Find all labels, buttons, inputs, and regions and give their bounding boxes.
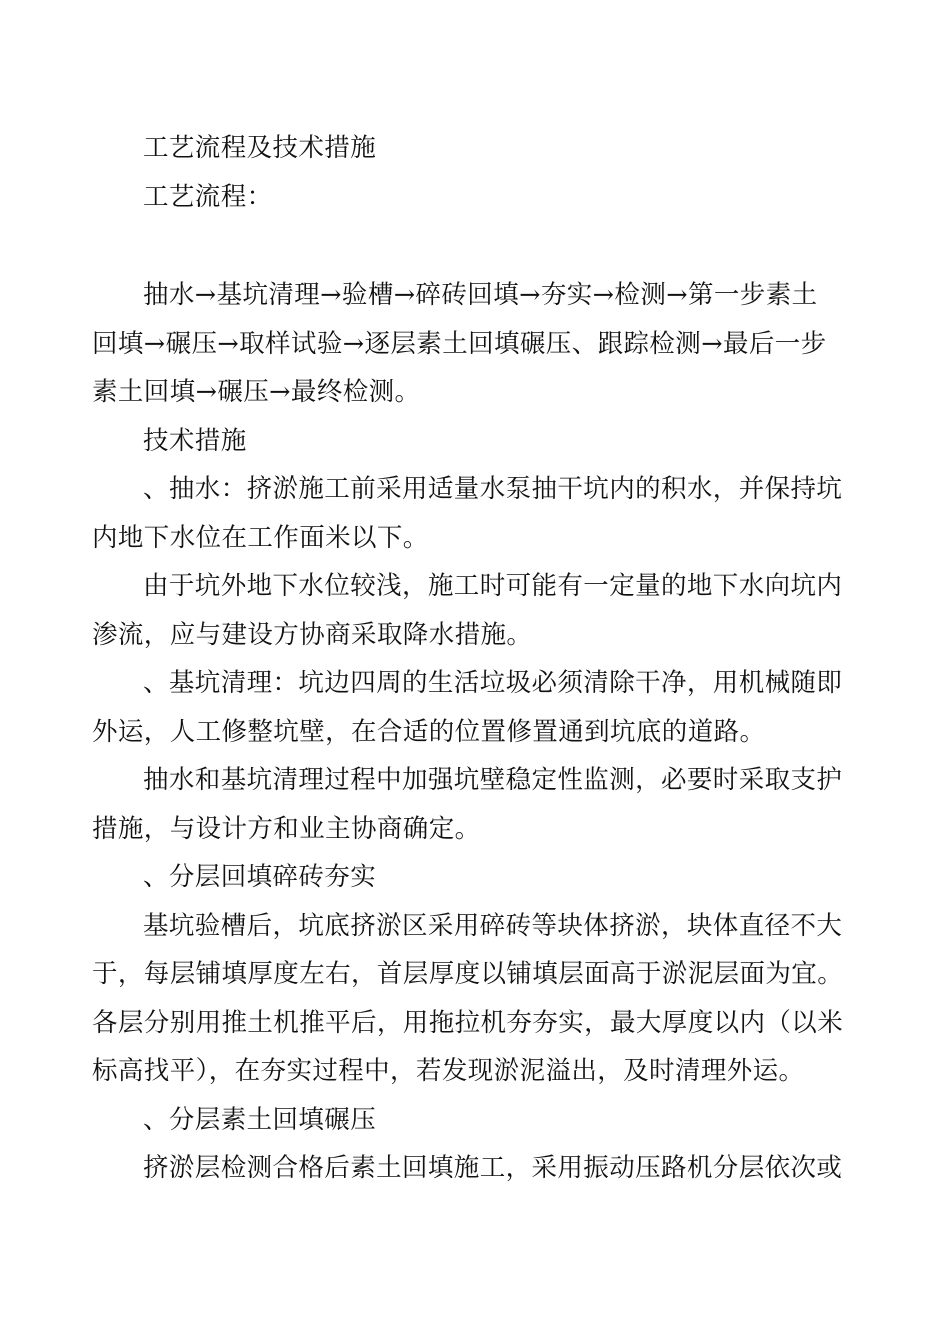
paragraph-line: 措施，与设计方和业主协商确定。 <box>92 813 481 844</box>
document-body <box>92 124 852 1193</box>
subheading-brick-backfill <box>92 853 852 902</box>
paragraph-line: 渗流，应与建设方协商采取降水措施。 <box>92 619 533 650</box>
flow-line: 回填→碾压→取样试验→逐层素土回填碾压、跟踪检测→最后一步 <box>92 328 827 359</box>
paragraph-line: 、分层回填碎砖夯实 <box>143 862 377 892</box>
paragraph-line: 各层分别用推土机推平后，用拖拉机夯夯实，最大厚度以内（以米 <box>92 1007 844 1038</box>
paragraph-groundwater <box>92 562 852 659</box>
paragraph-line: 外运，人工修整坑壁，在合适的位置修置通到坑底的道路。 <box>92 716 766 747</box>
paragraph-line: 基坑验槽后，坑底挤淤区采用碎砖等块体挤淤，块体直径不大 <box>143 910 843 941</box>
paragraph-line: 、基坑清理：坑边四周的生活垃圾必须清除干净，用机械随即 <box>143 668 843 698</box>
blank-space <box>92 221 852 271</box>
paragraph-line: 抽水和基坑清理过程中加强坑壁稳定性监测，必要时采取支护 <box>143 765 843 795</box>
document-title: 工艺流程及技术措施 <box>143 133 377 163</box>
paragraph-line: 于，每层铺填厚度左右，首层厚度以铺填层面高于淤泥层面为宜。 <box>92 959 844 989</box>
paragraph-monitoring <box>92 756 852 853</box>
flow-line: 素土回填→碾压→最终检测。 <box>92 377 421 407</box>
process-flow-paragraph <box>92 271 852 417</box>
paragraph-pit-cleaning <box>92 659 852 756</box>
paragraph-line: 标高找平），在夯实过程中，若发现淤泥溢出，及时清理外运。 <box>92 1056 805 1086</box>
paragraph-pumping <box>92 465 852 562</box>
subheading-soil-compaction <box>92 1096 852 1145</box>
paragraph-brick-backfill <box>92 902 852 1096</box>
flow-line: 抽水→基坑清理→验槽→碎砖回填→夯实→检测→第一步素土 <box>143 280 818 310</box>
paragraph-line: 、抽水：挤淤施工前采用适量水泵抽干坑内的积水，并保持坑 <box>143 474 843 504</box>
paragraph-line: 、分层素土回填碾压 <box>143 1104 377 1135</box>
section-heading-tech: 技术措施 <box>143 425 247 456</box>
paragraph-line: 挤淤层检测合格后素土回填施工，采用振动压路机分层依次或 <box>143 1153 843 1183</box>
paragraph-soil-compaction <box>92 1144 852 1193</box>
paragraph-line: 由于坑外地下水位较浅，施工时可能有一定量的地下水向坑内 <box>143 571 843 601</box>
section-heading-process: 工艺流程： <box>143 181 273 212</box>
paragraph-line: 内地下水位在工作面米以下。 <box>92 522 429 553</box>
